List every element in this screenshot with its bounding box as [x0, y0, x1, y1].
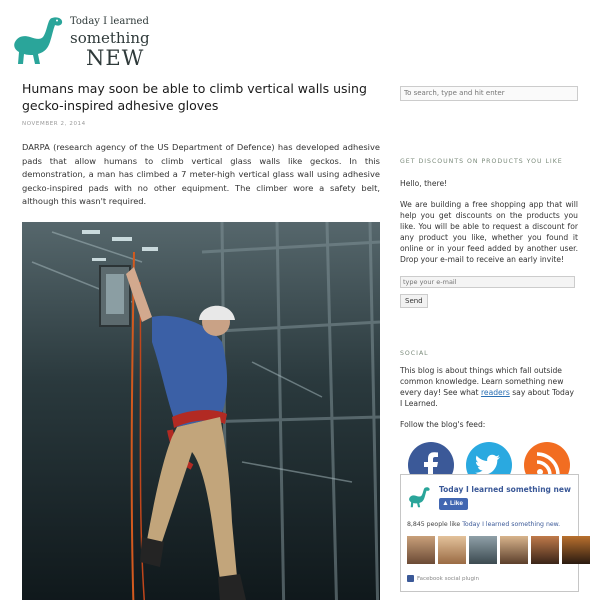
facebook-like-box — [400, 474, 579, 592]
climber-illustration — [22, 222, 380, 600]
logo-text-line1: Today I learned — [70, 16, 149, 27]
discounts-greeting: Hello, there! — [400, 178, 448, 188]
social-text-after: say about Today I Learned. — [400, 387, 575, 408]
fb-like-label: Like — [450, 500, 464, 507]
dinosaur-icon — [14, 14, 70, 66]
fb-count-prefix: 8,845 people like — [407, 521, 463, 528]
follow-text: Follow the blog's feed: — [400, 419, 486, 429]
search-input[interactable] — [400, 86, 578, 101]
article — [22, 80, 380, 600]
thumbs-up-icon: ▲ — [442, 500, 449, 507]
logo-text-line2: something — [70, 29, 150, 47]
fan-avatar[interactable] — [531, 536, 559, 564]
facebook-icon — [407, 575, 414, 582]
discounts-widget-title: GET DISCOUNTS ON PRODUCTS YOU LIKE — [400, 157, 563, 165]
readers-link[interactable]: readers — [480, 387, 510, 397]
sidebar — [400, 80, 578, 492]
send-button[interactable]: Send — [400, 294, 428, 308]
discounts-description: We are building a free shopping app that will help you get discounts on the products you like. You will be able to request a discount for any product you like, whether you found it online or in your feed added by another user. Drop your e-mail to receive an early invite! — [400, 199, 578, 264]
fan-avatar[interactable] — [562, 536, 590, 564]
fb-like-count — [407, 521, 560, 528]
fb-count-link[interactable]: Today I learned something new. — [462, 521, 561, 528]
post-title[interactable]: Humans may soon be able to climb vertical walls using gecko-inspired adhesive gloves — [22, 81, 367, 113]
fb-social-plugin[interactable] — [407, 575, 479, 582]
social-widget-title: SOCIAL — [400, 349, 429, 357]
post-body: DARPA (research agency of the US Department of Defence) has developed adhesive pads that allow humans to climb vertical glass walls like geckos. In this demonstration, a man has climbed a 7 meter-high vertical glass wall using adhesive gecko-inspired pads with no other equipment. The climber wore a safety belt, although this wasn't required. — [22, 142, 380, 206]
fan-avatar[interactable] — [500, 536, 528, 564]
fb-like-button[interactable] — [439, 498, 468, 510]
social-description — [400, 365, 578, 409]
fan-avatar[interactable] — [407, 536, 435, 564]
fan-avatar[interactable] — [438, 536, 466, 564]
climber-photo — [22, 222, 380, 600]
logo-text-line3: NEW — [86, 46, 145, 70]
email-field[interactable] — [400, 276, 575, 288]
dinosaur-icon — [409, 485, 433, 509]
post-date: NOVEMBER 2, 2014 — [22, 121, 86, 127]
fb-page-name[interactable]: Today I learned something new — [439, 485, 571, 494]
fan-avatar[interactable] — [469, 536, 497, 564]
site-logo[interactable] — [14, 12, 150, 70]
fb-plugin-label: Facebook social plugin — [417, 576, 480, 582]
social-text-before: This blog is about things which fall outside common knowledge. Learn something new every day! See what — [400, 365, 564, 397]
